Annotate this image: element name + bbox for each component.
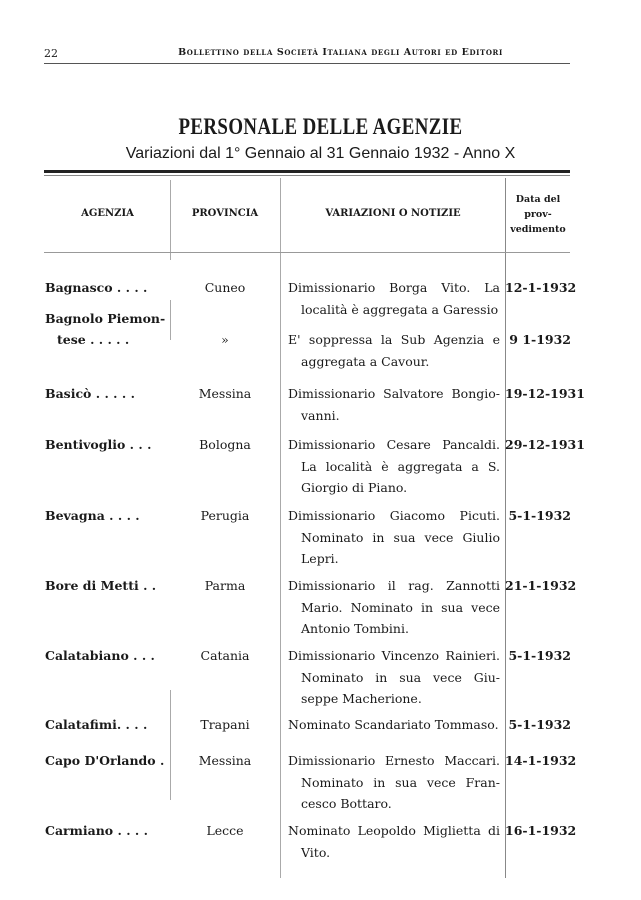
data-cell: 19-12-1931 (505, 386, 585, 401)
variazioni-cell: Dimissionario Cesare Pancaldi. La località è aggregata a S. Giorgio di Piano. (288, 437, 500, 495)
page-number: 22 (44, 47, 58, 60)
variazioni-cell: Dimissionario Ernesto Maccari. Nominato in sua vece Fran-cesco Bottaro. (288, 753, 500, 811)
data-cell: 5-1-1932 (508, 508, 571, 523)
column-header-provincia: PROVINCIA (191, 208, 259, 219)
column-divider (280, 178, 281, 878)
header-bottom-rule (44, 252, 570, 253)
column-header-agenzia: AGENZIA (81, 208, 134, 219)
provincia-cell: Lecce (206, 823, 244, 838)
agenzia-cell-continuation: tese . . . . . (57, 332, 130, 347)
provincia-cell: Cuneo (204, 280, 246, 295)
variazioni-cell: Dimissionario Salvatore Bongio-vanni. (288, 386, 500, 423)
data-cell: 12-1-1932 (505, 280, 577, 295)
agenzia-cell: Calatabiano . . . (45, 648, 155, 663)
provincia-cell: » (221, 332, 229, 347)
agenzia-cell: Bore di Metti . . (45, 578, 157, 593)
variazioni-cell: Nominato Leopoldo Miglietta di Vito. (288, 823, 500, 860)
running-title: Bollettino della Società Italiana degli Autori ed Editori (178, 47, 503, 58)
provincia-cell: Parma (204, 578, 246, 593)
agenzia-cell: Carmiano . . . . (45, 823, 148, 838)
variazioni-cell: Dimissionario il rag. Zannotti Mario. Nominato in sua vece Antonio Tombini. (288, 578, 500, 636)
column-divider (170, 180, 171, 260)
column-divider (170, 690, 171, 800)
column-header-data-line: vedimento (510, 224, 566, 235)
column-header-data (505, 192, 571, 237)
data-cell: 29-12-1931 (505, 437, 585, 452)
page-title: PERSONALE DELLE AGENZIE (178, 114, 463, 139)
table-top-rule-thin (44, 175, 570, 176)
provincia-cell: Trapani (200, 717, 250, 732)
variazioni-cell: Dimissionario Vincenzo Rainieri. Nominato in sua vece Giu-seppe Macherione. (288, 648, 500, 706)
agenzia-cell: Bevagna . . . . (45, 508, 140, 523)
variazioni-cell: E' soppressa la Sub Agenzia e aggregata a Cavour. (288, 332, 500, 369)
variazioni-cell: Nominato Scandariato Tommaso. (288, 717, 499, 732)
agenzia-cell: Bentivoglio . . . (45, 437, 152, 452)
data-cell: 16-1-1932 (505, 823, 577, 838)
data-cell: 14-1-1932 (505, 753, 577, 768)
provincia-cell: Messina (198, 753, 252, 768)
variazioni-cell: Dimissionario Giacomo Picuti. Nominato in sua vece Giulio Lepri. (288, 508, 500, 566)
provincia-cell: Perugia (200, 508, 250, 523)
provincia-cell: Messina (198, 386, 252, 401)
data-cell: 21-1-1932 (505, 578, 577, 593)
data-cell: 9 1-1932 (509, 332, 571, 347)
agenzia-cell: Calatafimi. . . . (45, 717, 148, 732)
column-header-data-line: Data del (515, 194, 561, 205)
provincia-cell: Catania (200, 648, 250, 663)
header-rule (44, 63, 570, 64)
agenzia-cell: Basicò . . . . . (45, 386, 135, 401)
column-header-data-line: prov- (524, 209, 552, 220)
variazioni-cell: Dimissionario Borga Vito. La località è aggregata a Garessio (288, 280, 500, 317)
column-header-variazioni: VARIAZIONI O NOTIZIE (325, 208, 461, 219)
page-subtitle: Variazioni dal 1° Gennaio al 31 Gennaio 1932 - Anno X (125, 145, 516, 162)
table-top-rule (44, 170, 570, 173)
agenzia-cell: Bagnasco . . . . (45, 280, 148, 295)
data-cell: 5-1-1932 (508, 717, 571, 732)
data-cell: 5-1-1932 (508, 648, 571, 663)
agenzia-cell: Capo D'Orlando . (45, 753, 165, 768)
agenzia-cell: Bagnolo Piemon- (45, 311, 166, 326)
provincia-cell: Bologna (199, 437, 251, 452)
